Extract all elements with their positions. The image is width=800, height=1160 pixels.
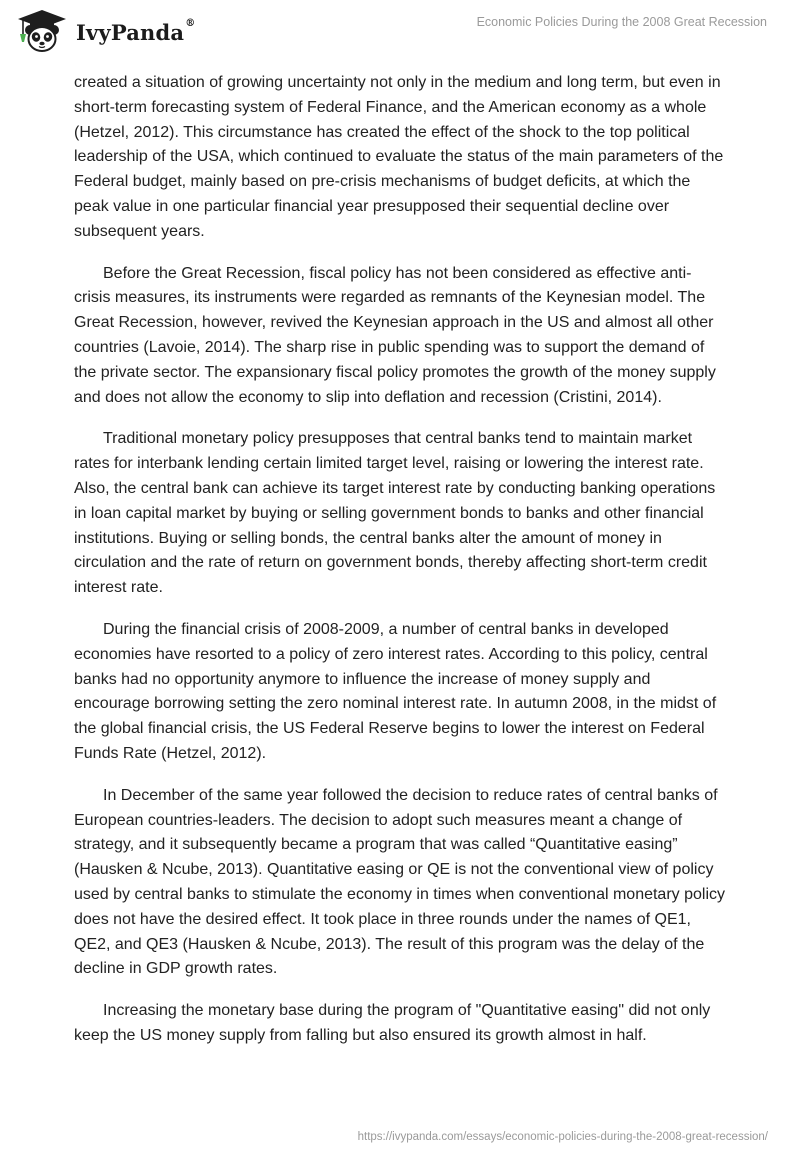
paragraph-zero-rates: During the financial crisis of 2008-2009, a number of central banks in developed economies have resorted to a policy of zero interest rates. According to this policy, central banks had no opportunity anymore to influence the increase of money supply and encourage borrowing setting the zero nominal interest rate. In autumn 2008, in the midst of the global financial crisis, the US Federal Reserve begins to lower the interest on Federal Funds Rate (Hetzel, 2012). bbox=[74, 620, 717, 762]
paragraph-fiscal-policy: Before the Great Recession, fiscal policy has not been considered as effective anti-crisis measures, its instruments were regarded as remnants of the Keynesian model. The Great Recession, however, revived the Keynesian approach in the US and almost all other countries (Lavoie, 2014). The sharp rise in public spending was to support the demand of the private sector. The expansionary fiscal policy promotes the growth of the money supply and does not allow the economy to slip into deflation and recession (Cristini, 2014). bbox=[74, 264, 716, 406]
ivypanda-logo[interactable] bbox=[14, 8, 195, 54]
paragraph-quantitative-easing: In December of the same year followed the decision to reduce rates of central banks of European countries-leaders. The decision to adopt such measures meant a change of strategy, and it subsequently became a program that was called “Quantitative easing” (Hausken & Ncube, 2013). Quantitative easing or QE is not the conventional view of policy used by central banks to stimulate the economy in times when conventional monetary policy does not have the desired effect. It took place in three rounds under the names of QE1, QE2, and QE3 (Hausken & Ncube, 2013). The result of this program was the delay of the decline in GDP growth rates. bbox=[74, 786, 726, 978]
document-title: Economic Policies During the 2008 Great Recession bbox=[476, 15, 767, 29]
paragraph-monetary-policy: Traditional monetary policy presupposes that central banks tend to maintain market rates for interbank lending certain limited target level, raising or lowering the interest rate. Also, the central bank can achieve its target interest rate by conducting banking operations in loan capital market by buying or selling government bonds to banks and other financial institutions. Buying or selling bonds, the central banks alter the amount of money in circulation and the rate of return on government bonds, thereby affecting short-term credit interest rate. bbox=[74, 430, 716, 597]
paragraph-monetary-base: Increasing the monetary base during the program of "Quantitative easing" did not only keep the US money supply from falling but also ensured its growth almost in half. bbox=[74, 1002, 711, 1044]
registered-mark: ® bbox=[185, 17, 196, 29]
page-header bbox=[0, 0, 800, 70]
essay-body bbox=[74, 71, 726, 1066]
paragraph-continued: created a situation of growing uncertainty not only in the medium and long term, but even in short-term forecasting system of Federal Finance, and the American economy as a whole (Hetzel, 2012). This circumstance has created the effect of the shock to the top political leadership of the USA, which continued to evaluate the status of the main parameters of the Federal budget, mainly based on pre-crisis mechanisms of budget deficits, at which the peak value in one particular financial year presupposed their sequential decline over subsequent years. bbox=[74, 74, 724, 240]
panda-graduate-logo-icon bbox=[14, 8, 70, 54]
brand-name: IvyPanda® bbox=[76, 17, 196, 45]
source-url-link[interactable]: https://ivypanda.com/essays/economic-policies-during-the-2008-great-recession/ bbox=[357, 1131, 768, 1143]
